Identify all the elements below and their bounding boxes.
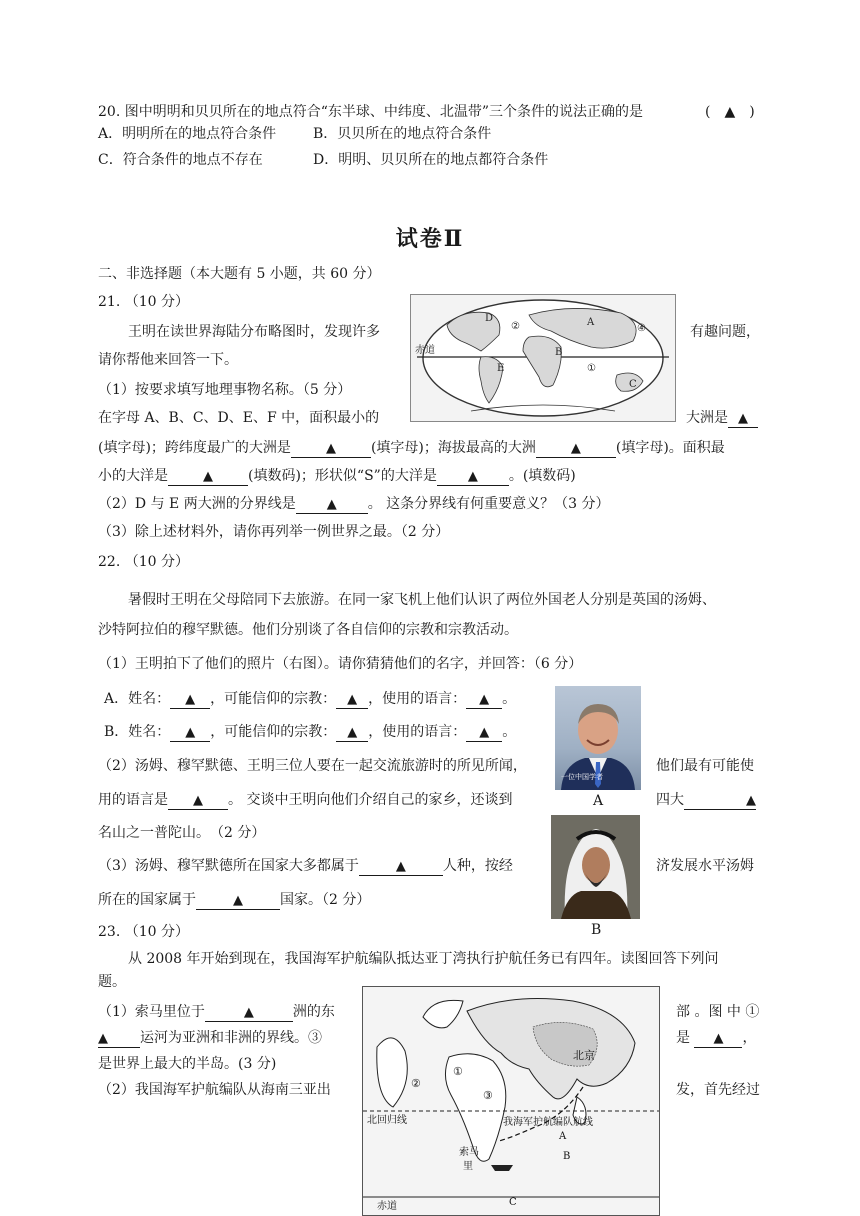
- q22-part2-e: 名山之一普陀山。 （2 分）: [98, 825, 266, 841]
- map-label-4: ④: [637, 323, 646, 334]
- q21-part1-line-a: 在字母 A、B、C、D、E、F 中，面积最小的: [98, 410, 380, 426]
- photo-a: [555, 686, 641, 790]
- answer-blank: ▲: [205, 1004, 293, 1022]
- answer-blank: ▲: [466, 691, 502, 709]
- answer-blank: ▲: [359, 858, 443, 876]
- q22-intro-1: 暑假时王明在父母陪同下去旅游。在同一家飞机上他们认识了两位外国老人分别是英国的汤姆、: [128, 592, 716, 608]
- world-map: [411, 295, 675, 421]
- photo-a-caption: 一位中国学者: [561, 773, 603, 781]
- q23-part1-a: （1）索马里位于 ▲ 洲的东: [98, 1004, 335, 1020]
- map-label-beijing: 北京: [573, 1049, 595, 1062]
- answer-blank: ▲: [536, 440, 616, 458]
- answer-blank: ▲: [291, 440, 371, 458]
- map-label-c: C: [629, 379, 637, 390]
- q22-line-a: A．姓名： ▲ ，可能信仰的宗教： ▲ ，使用的语言： ▲ 。: [104, 691, 517, 707]
- europe-shape: [423, 1000, 463, 1028]
- map-label-somalia-1: 索马: [459, 1147, 479, 1158]
- map-label-fleet: 我海军护航编队航线: [503, 1117, 593, 1128]
- map-label-2: ②: [511, 321, 520, 332]
- map-label-somalia-2: 里: [463, 1161, 473, 1172]
- map-label-b: B: [555, 347, 563, 358]
- map-label-equator: 赤道: [415, 345, 435, 356]
- fleet-route-line: [499, 1087, 583, 1141]
- answer-blank: ▲: [694, 1030, 742, 1048]
- q23-part1-f: 是世界上最大的半岛。(3 分): [98, 1056, 277, 1072]
- answer-blank: ▲: [336, 724, 368, 742]
- photo-b: [551, 815, 640, 919]
- map-label-1: ①: [587, 363, 596, 374]
- q20-option-d: D．明明、贝贝所在的地点都符合条件: [313, 152, 549, 168]
- q22-part2-d: 四大 ▲: [656, 792, 756, 808]
- answer-blank: ▲: [170, 691, 210, 709]
- q23-intro-2: 题。: [98, 974, 126, 990]
- q23-part2-b: 发，首先经过: [676, 1082, 760, 1098]
- q21-intro-c: 请你帮他来回答一下。: [98, 352, 238, 368]
- answer-blank: ▲: [296, 496, 368, 514]
- answer-blank: ▲: [437, 468, 509, 486]
- q22-part1: （1）王明拍下了他们的照片（右图）。请你猜猜他们的名字，并回答：（6 分）: [98, 656, 583, 672]
- photo-b-label: B: [591, 922, 602, 938]
- map-label-tropic: 北回归线: [367, 1115, 407, 1126]
- west-land-shape: [377, 1038, 407, 1107]
- section-heading: 二、非选择题（本大题有 5 小题，共 60 分）: [98, 266, 381, 282]
- q21-part1-line-d: 小的大洋是 ▲ (填数码)；形状似“S”的大洋是 ▲ 。(填数码): [98, 468, 576, 484]
- q20-option-c: C．符合条件的地点不存在: [98, 152, 263, 168]
- answer-blank: ▲: [168, 468, 248, 486]
- answer-blank: ▲: [466, 724, 502, 742]
- answer-blank: ▲: [98, 1030, 140, 1048]
- map-label-2: ②: [411, 1077, 421, 1090]
- ship-icon: [491, 1165, 513, 1171]
- q20-option-b: B．贝贝所在的地点符合条件: [313, 126, 492, 142]
- map-label-d: D: [485, 313, 494, 324]
- answer-blank: ▲: [728, 410, 758, 428]
- map-label-e: E: [497, 363, 505, 374]
- map-label-1: ①: [453, 1065, 463, 1078]
- q21-part1-line-b: 大洲是 ▲: [686, 408, 758, 428]
- world-map-figure: [410, 294, 676, 422]
- q22-part2-a: （2）汤姆、穆罕默德、王明三位人要在一起交流旅游时的所见所闻，: [98, 758, 527, 774]
- q23-part1-c: ▲ 运河为亚洲和非洲的界线。③: [98, 1030, 322, 1046]
- q21-intro-a: 王明在读世界海陆分布略图时，发现许多: [128, 324, 380, 340]
- q20-answer-paren: ( ▲ ): [705, 104, 755, 120]
- q23-intro-1: 从 2008 年开始到现在，我国海军护航编队抵达亚丁湾执行护航任务已有四年。读图回答下列问: [128, 951, 719, 967]
- answer-blank: ▲: [170, 724, 210, 742]
- q20-option-a: A．明明所在的地点符合条件: [98, 126, 277, 142]
- q21-part3: （3）除上述材料外，请你再列举一例世界之最。（2 分）: [98, 524, 450, 540]
- q23-part2-a: （2）我国海军护航编队从海南三亚出: [98, 1082, 331, 1098]
- q22-part3-c: 所在的国家属于 ▲ 国家。（2 分）: [98, 892, 371, 908]
- q22-line-b: B．姓名： ▲ ，可能信仰的宗教： ▲ ，使用的语言： ▲ 。: [104, 724, 517, 740]
- q22-part2-b: 他们最有可能使: [656, 758, 754, 774]
- q22-intro-2: 沙特阿拉伯的穆罕默德。他们分别谈了各自信仰的宗教和宗教活动。: [98, 622, 518, 638]
- map-label-equator: 赤道: [377, 1201, 397, 1212]
- navy-route-map: [363, 987, 659, 1215]
- q21-part1-line-c: (填字母)；跨纬度最广的大洲是 ▲ (填字母)；海拔最高的大洲 ▲ (填字母)。面积最: [98, 440, 725, 456]
- map-label-c: C: [509, 1197, 517, 1208]
- q22-part3-a: （3）汤姆、穆罕默德所在国家大多都属于 ▲ 人种，按经: [98, 858, 513, 874]
- q21-part1: （1）按要求填写地理事物名称。（5 分）: [98, 382, 352, 398]
- q22-part2-c: 用的语言是 ▲ 。 交谈中王明向他们介绍自己的家乡，还谈到: [98, 792, 513, 808]
- paper-title: 试卷Ⅱ: [395, 226, 465, 252]
- q21-intro-b: 有趣问题，: [690, 324, 760, 340]
- q21-number: 21. （10 分）: [98, 294, 189, 310]
- navy-route-map-figure: [362, 986, 660, 1216]
- map-label-a: A: [559, 1131, 567, 1142]
- q23-part1-d: 是 ▲ ，: [676, 1030, 757, 1046]
- q23-part1-b: 部 。图 中 ①: [676, 1004, 760, 1020]
- photo-a-label: A: [593, 793, 604, 809]
- answer-blank: ▲: [196, 892, 280, 910]
- q22-number: 22. （10 分）: [98, 554, 189, 570]
- q20-stem: 20. 图中明明和贝贝所在的地点符合“东半球、中纬度、北温带”三个条件的说法正确的是: [98, 104, 644, 120]
- map-label-3: ③: [483, 1089, 493, 1102]
- q21-part2: （2）D 与 E 两大洲的分界线是 ▲ 。 这条分界线有何重要意义？（3 分）: [98, 496, 610, 512]
- answer-blank: ▲: [684, 792, 756, 810]
- map-label-a: A: [587, 317, 595, 328]
- q22-part3-b: 济发展水平汤姆: [656, 858, 754, 874]
- q23-number: 23. （10 分）: [98, 924, 189, 940]
- answer-blank: ▲: [168, 792, 228, 810]
- map-label-b: B: [563, 1151, 571, 1162]
- answer-blank: ▲: [336, 691, 368, 709]
- photo-b-portrait: [551, 815, 640, 919]
